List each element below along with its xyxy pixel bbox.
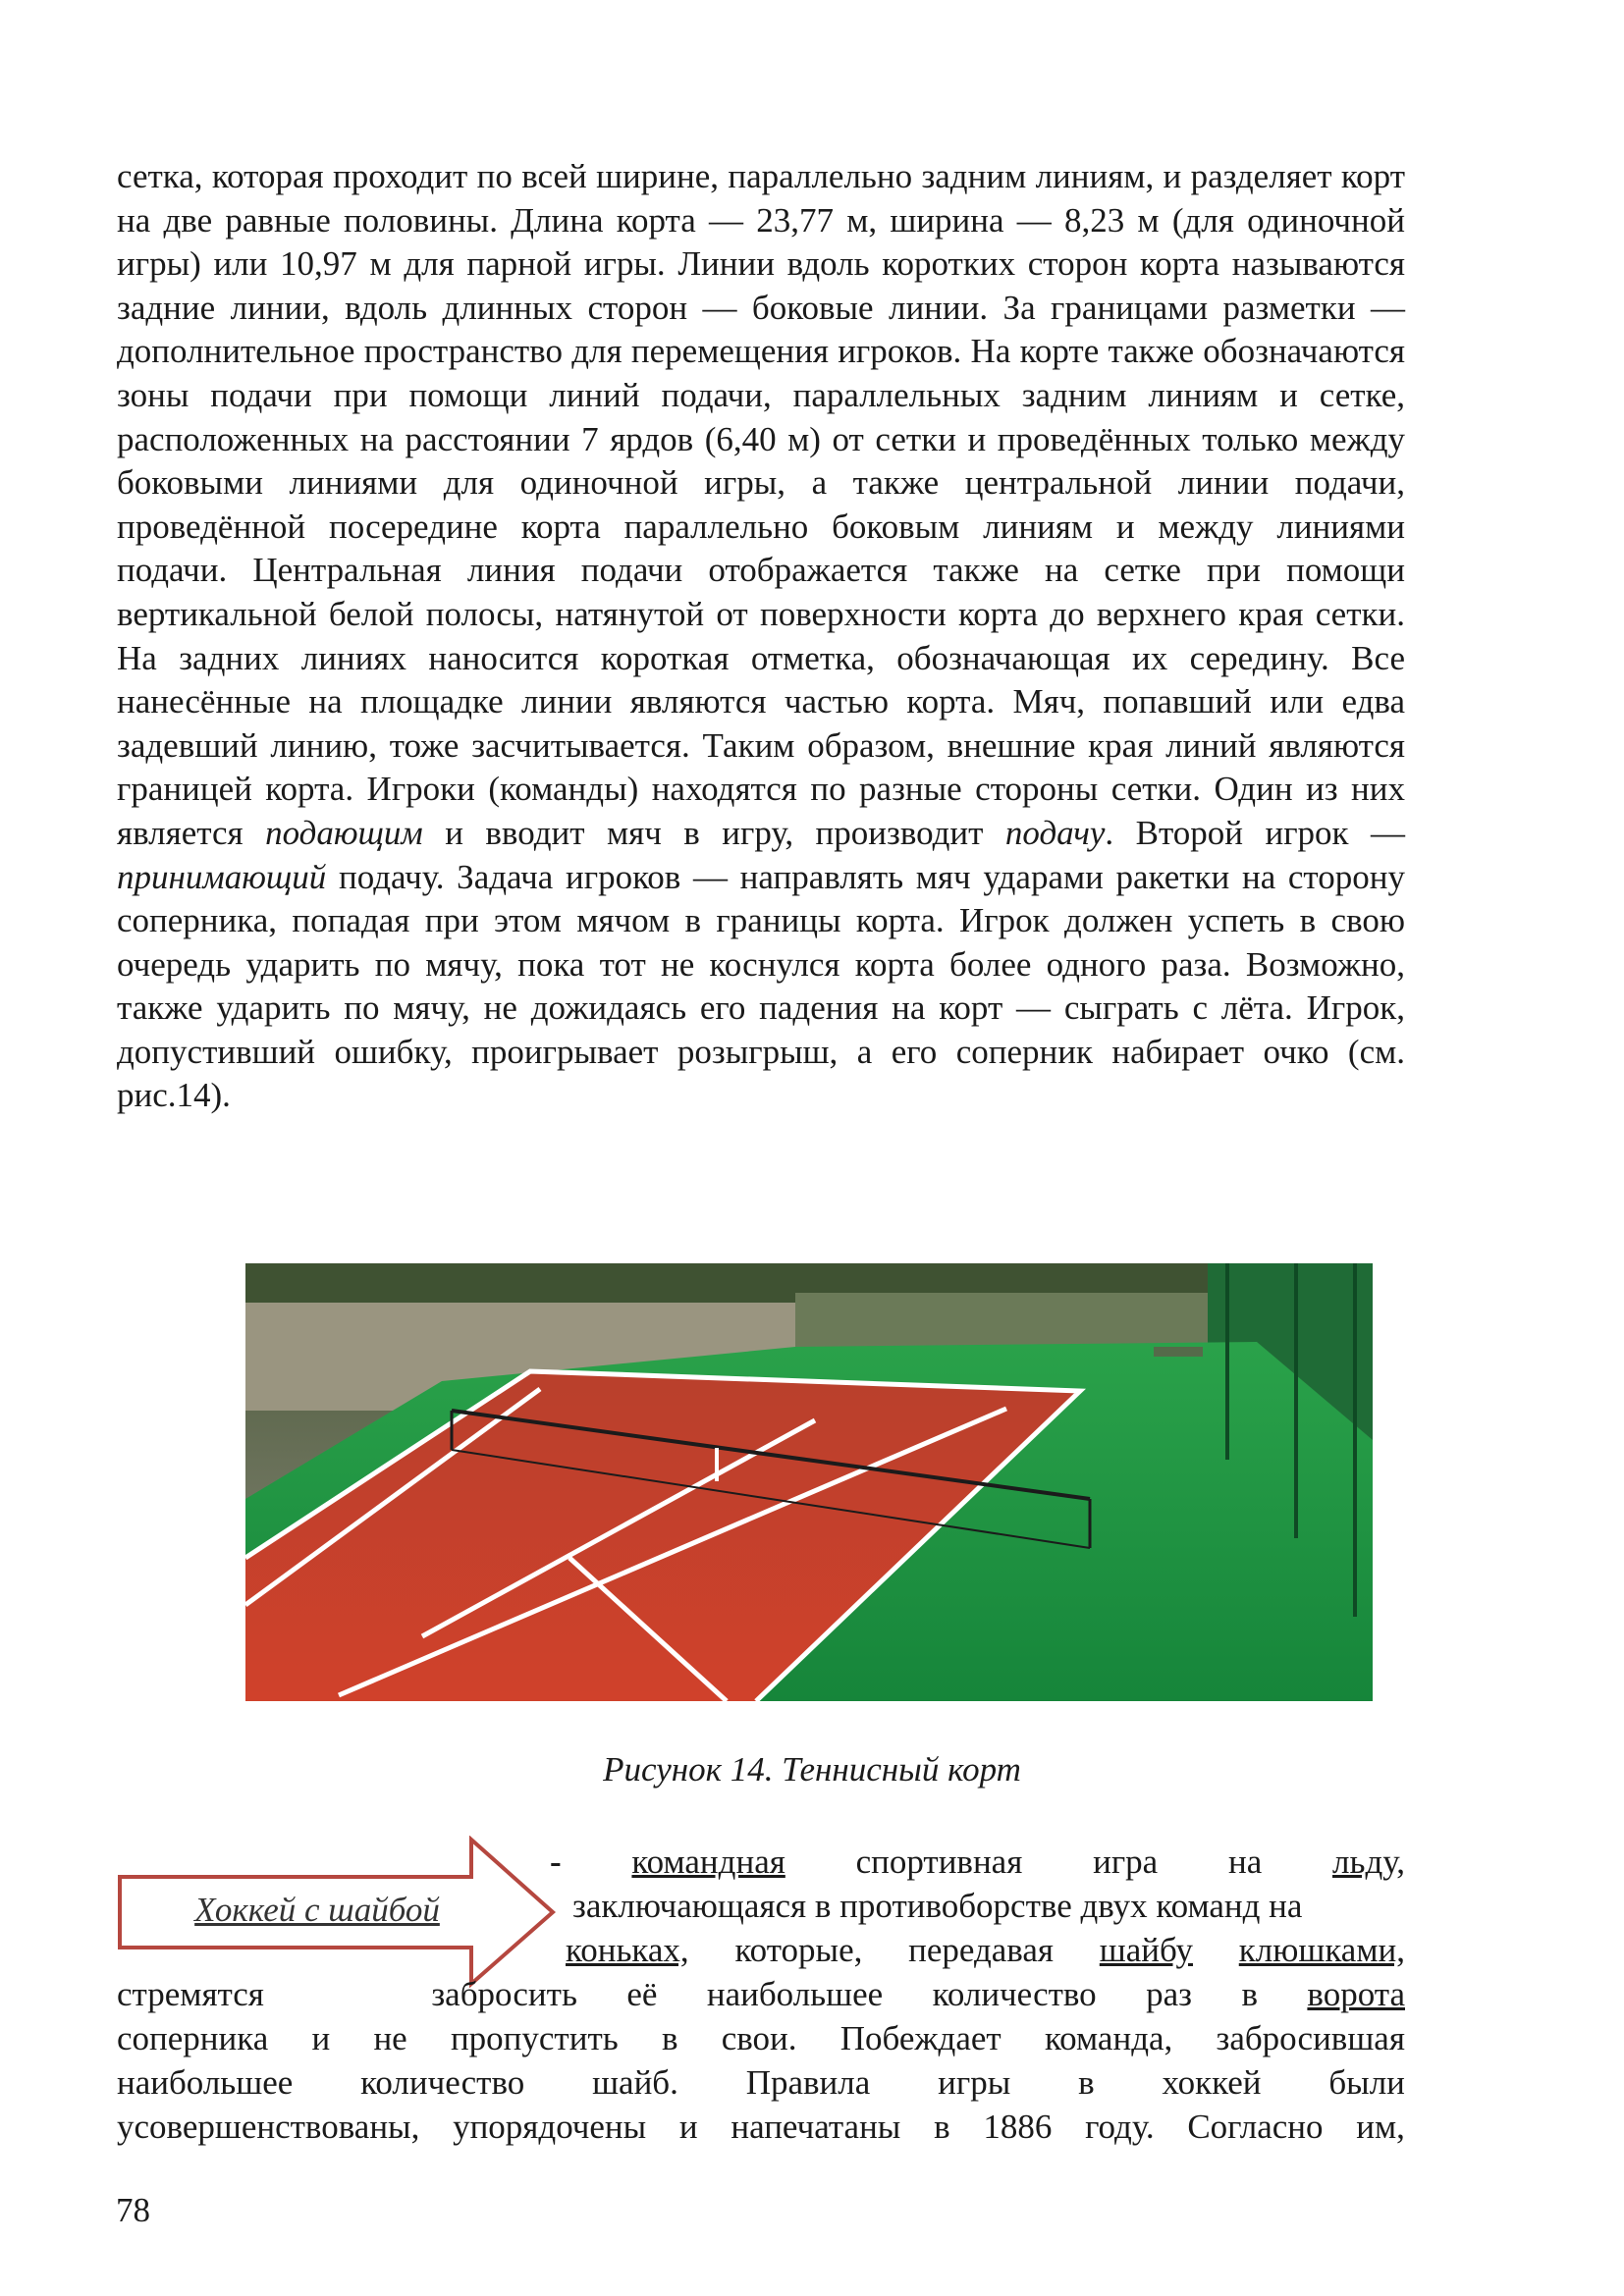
page-number: 78	[116, 2191, 150, 2229]
paragraph-text-3: . Второй игрок —	[1105, 813, 1406, 852]
word: напечатаны	[731, 2108, 901, 2146]
word: в	[1241, 1975, 1258, 2013]
word: были	[1328, 2063, 1405, 2102]
paragraph-text-1: сетка, которая проходит по всей ширине, параллельно задним линиям, и разделяет корт на две равные половины. Длина корта — 23,77 м, ширина — 8,23 м (для одиночной игры) или 10,97 м для парной игры. Линии вдоль коротких сторон корта называются задние линии, вдоль длинных сторон — боковые линии. За границами разметки — дополнительное пространство для перемещения игроков. На корте также обозначаются зоны подачи при помощи линий подачи, параллельных задним линиям и сетке, расположенных на расстоянии 7 ярдов (6,40 м) от сетки и проведённых только между боковыми линиями для одиночной игры, а также центральной линии подачи, проведённой посередине корта параллельно боковым линиям и между линиями подачи. Центральная линия подачи отображается также на сетке при помощи вертикальной белой полосы, натянутой от поверхности корта до верхнего края сетки. На задних линиях наносится короткая отметка, обозначающая их середину. Все нанесённые на площадке линии являются частью корта. Мяч, попавший или едва задевший линию, тоже засчитывается. Таким образом, внешние края линий являются границей корта. Игроки (команды) находятся по разные стороны сетки. Один из них является	[117, 157, 1405, 852]
word: игры	[938, 2063, 1011, 2102]
word: хоккей	[1162, 2063, 1262, 2102]
word: им,	[1356, 2108, 1405, 2146]
word: количество	[360, 2063, 525, 2102]
hockey-callout-arrow	[116, 1836, 558, 1988]
word: количество	[932, 1975, 1097, 2013]
body-paragraph	[117, 155, 1405, 1118]
link-command[interactable]: командная	[631, 1842, 785, 1881]
link-sticks[interactable]: клюшками,	[1238, 1931, 1405, 1969]
callout-label: Хоккей с шайбой	[194, 1891, 440, 1929]
word: команда,	[1044, 2019, 1173, 2057]
word: и	[311, 2019, 331, 2057]
word: на	[1227, 1842, 1263, 1881]
word: стремятся	[117, 1975, 264, 2013]
word: раз	[1146, 1975, 1192, 2013]
hockey-line-2	[572, 1884, 1405, 1928]
figure-caption: Рисунок 14. Теннисный корт	[603, 1750, 1021, 1789]
line-text: заключающаяся в противоборстве двух команд на	[572, 1887, 1303, 1925]
hockey-line-7	[117, 2105, 1405, 2149]
word: свои.	[721, 2019, 797, 2057]
paragraph-text-2: и вводит мяч в игру, производит	[422, 813, 1005, 852]
hockey-line-4	[117, 1972, 1405, 2016]
word: 1886	[983, 2108, 1053, 2146]
word: в	[1078, 2063, 1095, 2102]
term-serve: подачу	[1004, 813, 1106, 852]
word: соперника	[117, 2019, 269, 2057]
dash: -	[550, 1842, 562, 1881]
word: которые,	[734, 1931, 863, 1969]
word: забросившая	[1216, 2019, 1405, 2057]
word: забросить	[431, 1975, 577, 2013]
word: её	[626, 1975, 658, 2013]
word: передавая	[908, 1931, 1055, 1969]
word: наибольшее	[706, 1975, 884, 2013]
link-skates[interactable]: коньках,	[566, 1931, 689, 1969]
word: году.	[1085, 2108, 1155, 2146]
word: и	[678, 2108, 698, 2146]
hockey-line-5	[117, 2016, 1405, 2060]
word: Согласно	[1187, 2108, 1324, 2146]
hockey-line-6	[117, 2060, 1405, 2105]
term-serving: подающим	[265, 813, 423, 852]
word: не	[373, 2019, 407, 2057]
word: усовершенствованы,	[117, 2108, 420, 2146]
paragraph-text-4: подачу. Задача игроков — направлять мяч ударами ракетки на сторону соперника, попадая при этом мячом в границы корта. Игрок должен успеть в свою очередь ударить по мячу, пока тот не коснулся корта более одного раза. Возможно, также ударить по мячу, не дожидаясь его падения на корт — сыграть с лёта. Игрок, допустивший ошибку, проигрывает розыгрыш, а его соперник набирает очко (см. рис.14).	[117, 857, 1405, 1115]
word: шайб.	[592, 2063, 678, 2102]
word: в	[661, 2019, 678, 2057]
word: упорядочены	[453, 2108, 647, 2146]
word: Правила	[745, 2063, 871, 2102]
word: Побеждает	[839, 2019, 1001, 2057]
word: спортивная	[855, 1842, 1023, 1881]
word: в	[934, 2108, 950, 2146]
word: игра	[1093, 1842, 1159, 1881]
hockey-line-1	[550, 1840, 1405, 1884]
link-puck[interactable]: шайбу	[1099, 1931, 1193, 1969]
link-goal[interactable]: ворота	[1307, 1975, 1405, 2013]
word: пропустить	[450, 2019, 619, 2057]
link-ice[interactable]: льду,	[1332, 1842, 1405, 1881]
tennis-court-photo	[245, 1263, 1373, 1701]
word: наибольшее	[117, 2063, 294, 2102]
hockey-line-3	[566, 1928, 1405, 1972]
term-receiving: принимающий	[117, 857, 327, 896]
